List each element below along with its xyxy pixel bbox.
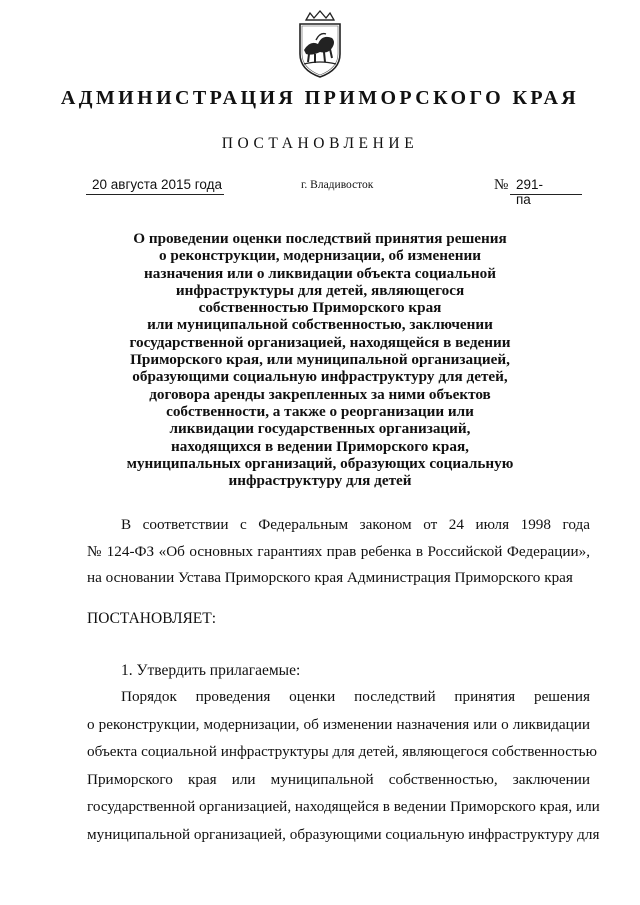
document-date: 20 августа 2015 года <box>92 177 223 192</box>
title-line: муниципальных организаций, образующих социальную <box>126 454 514 472</box>
document-number: 291-па <box>516 177 544 207</box>
title-line: собственностью Приморского края <box>198 299 442 317</box>
title-line: государственной организацией, находящейся в ведении <box>129 333 511 351</box>
procedure-line: муниципальной организацией, образующими социальную инфраструктуру для <box>87 825 600 843</box>
preamble-line: на основании Устава Приморского края Администрация Приморского края <box>87 569 573 586</box>
number-label: № <box>494 177 509 193</box>
title-line: Приморского края, или муниципальной организацией, <box>130 351 510 369</box>
date-underline <box>86 194 224 195</box>
title-line: о реконструкции, модернизации, об изменении <box>159 247 481 265</box>
title-line: собственности, а также о реорганизации или <box>166 402 474 420</box>
preamble-paragraph <box>87 512 590 592</box>
title-line: назначения или о ликвидации объекта социальной <box>144 264 496 282</box>
procedure-line: Порядок проведения оценки последствий принятия решения <box>121 688 590 705</box>
procedure-line: о реконструкции, модернизации, об изменении назначения или о ликвидации <box>87 715 590 733</box>
title-line: договора аренды закрепленных за ними объектов <box>149 385 491 403</box>
title-line: О проведении оценки последствий принятия решения <box>133 230 507 247</box>
number-underline <box>510 194 582 195</box>
title-line: инфраструктуры для детей, являющегося <box>175 281 465 299</box>
decree-heading: ПОСТАНОВЛЯЕТ: <box>87 610 217 627</box>
title-line: или муниципальной собственностью, заключении <box>147 316 493 334</box>
document-city: г. Владивосток <box>301 179 374 191</box>
procedure-line: государственной организацией, находящейся в ведении Приморского края, или <box>87 798 600 815</box>
procedure-line: Приморского края или муниципальной собственностью, заключении <box>87 770 590 788</box>
title-line: ликвидации государственных организаций, <box>169 420 471 438</box>
procedure-paragraph <box>87 683 600 848</box>
document-type: ПОСТАНОВЛЕНИЕ <box>221 135 419 152</box>
title-line: образующими социальную инфраструктуру для детей, <box>132 368 508 386</box>
coat-of-arms-icon <box>296 10 344 80</box>
item-1-heading: 1. Утвердить прилагаемые: <box>121 662 301 679</box>
title-line: инфраструктуру для детей <box>228 472 412 490</box>
procedure-line: объекта социальной инфраструктуры для детей, являющегося собственностью <box>87 743 597 760</box>
document-title <box>120 230 520 489</box>
title-line: находящихся в ведении Приморского края, <box>171 437 469 455</box>
preamble-line: В соответствии с Федеральным законом от 24 июля 1998 года <box>121 516 590 533</box>
preamble-line: № 124-ФЗ «Об основных гарантиях прав ребенка в Российской Федерации», <box>87 542 590 560</box>
date-number-row <box>86 177 556 207</box>
organization-name: АДМИНИСТРАЦИЯ ПРИМОРСКОГО КРАЯ <box>60 87 580 109</box>
